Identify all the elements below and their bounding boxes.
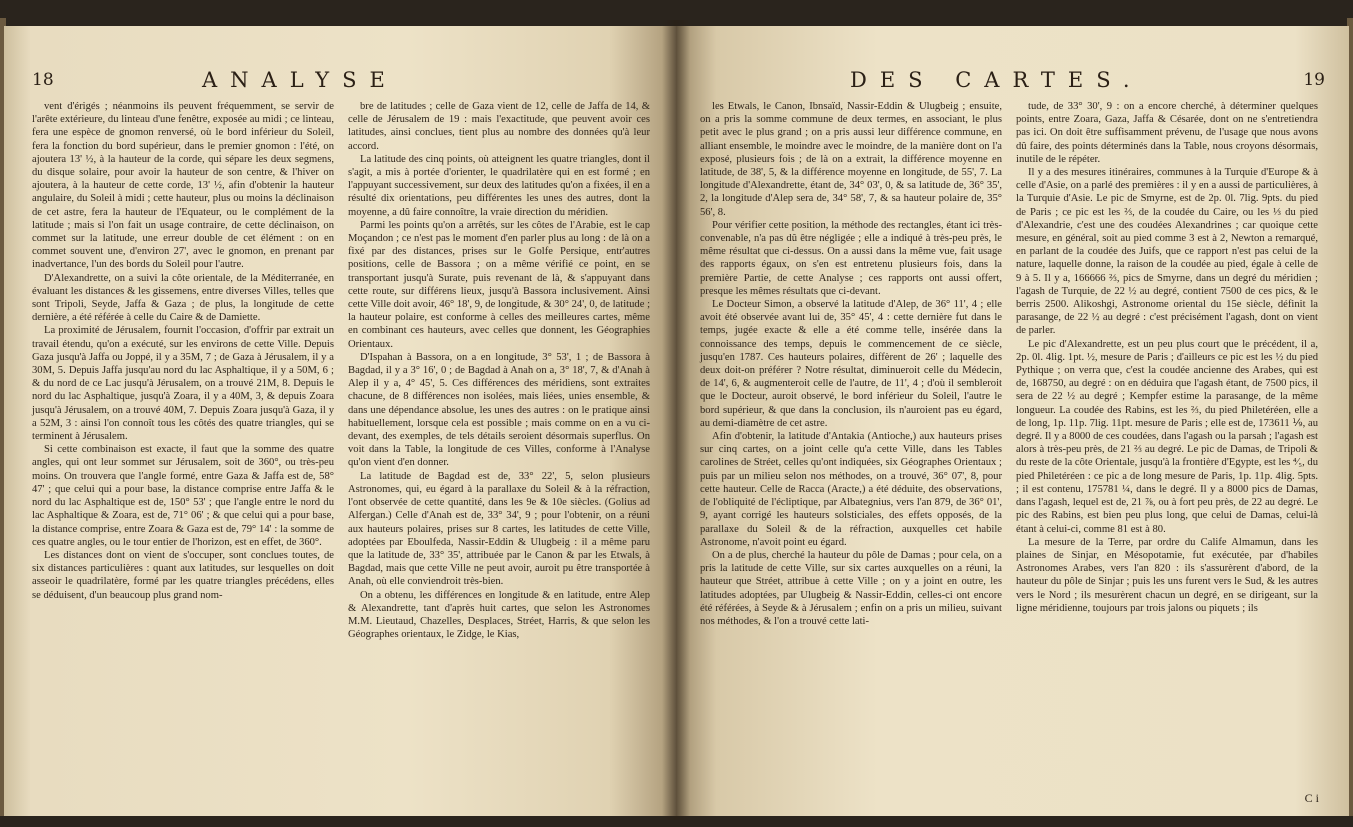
paragraph: Si cette combinaison est exacte, il faut que la somme des quatre angles, qui ont leur sommet sur Jérusalem, soit de 360°, ou très-peu moins. On trouvera que l'angle formé, entre Gaza & Jaffa est de, 58° 47' ; que celui qui a pour base, la distance comprise entre Jaffa & le nord du lac Asphaltique est de, 150° 53' ; que l'angle entre le nord du lac Asphaltique & Zoara, est de, 71° 06' ; & que celui qui a pour base, la distance comprise, entre Zoara & Gaza est de, 79° 14' : la somme de ces quatre angles, ou le tour entier de l'horizon, est en effet, de 360°. xyxy=(32,444,334,548)
book-gutter xyxy=(662,20,690,820)
paragraph: bre de latitudes ; celle de Gaza vient de 12, celle de Jaffa de 14, & celle de Jérusalem de 19 : mais l'exactitude, que peuvent avoir ces latitudes, ainsi conclues, tient plus au nombre des données qu'à leur accord. xyxy=(348,101,650,152)
left-page-number: 18 xyxy=(32,70,54,90)
left-running-head xyxy=(32,70,652,98)
paragraph: Les distances dont on vient de s'occuper, sont conclues toutes, de six distances particulières : quant aux latitudes, sur lesquelles on doit asseoir le quadrilatère, formé par les quatre triangles précédens, elles se déduisent, d'un beaucoup plus grand nom- xyxy=(32,549,334,601)
paragraph: La latitude de Bagdad est de, 33° 22', 5, selon plusieurs Astronomes, qui, eu égard à la parallaxe du Soleil & à la réfraction, l'ont observée de cette quantité, dans les 9e & 10e siècles. (Golius ad Alfergan.) Celle d'Anah est de, 33° 34', 9 ; pour l'obtenir, on a réuni aux hauteurs polaires, prises sur 8 cartes, les latitudes de cette Ville, adoptées par Eboulfeda, Nassir-Eddin & Ulugbeig : il a même paru que la latitude de, 33° 35', attribuée par le Canon & par les Etwals, à Bagdad, mais que cette Ville ne peut avoir, auroit pu être transportée à Anah, où elle conviendroit très-bien. xyxy=(348,470,650,588)
paragraph: les Etwals, le Canon, Ibnsaïd, Nassir-Eddin & Ulugbeig ; ensuite, on a pris la somme commune de deux termes, en associant, le plus petit avec le plus grand ; on a pris aussi leur différence commune, en alliant ensemble, le moindre avec le moindre, de la manière dont on l'a exposé, plusieurs fois ; de là on a extrait, la différence moyenne en latitude, de 38', 5, & la différence moyenne en longitude, de 55', 7. La longitude d'Alexandrette, étant de, 34° 03', 0, & sa latitude de, 36° 35', 2, la longitude d'Alep sera de, 34° 58', 7, & sa hauteur polaire de, 35° 56', 8. xyxy=(700,101,1002,218)
signature-mark: C i xyxy=(1304,791,1319,805)
right-running-head xyxy=(700,70,1325,98)
paragraph: La proximité de Jérusalem, fournit l'occasion, d'offrir par extrait un travail étendu, qu'on a exécuté, sur les environs de cette Ville. Depuis Gaza jusqu'à Jaffa ou Joppé, il y a 35M, 7 ; de Gaza à Jérusalem, il y a 30M, 5. Depuis Jaffa jusqu'au nord du lac Asphaltique, il y a 50M, 6 ; & du nord de ce Lac jusqu'à Jérusalem, on a trouvé 21M, 8. Depuis le nord du lac Asphaltique, jusqu'à Zoara, il y a 40M, 3, & depuis Zoara jusqu'à Jérusalem, on a trouvé 40M, 7. Depuis Zoara jusqu'à Gaza, il y a 52M, 3 : ainsi l'on connoît tous les côtés des quatre triangles, qui se terminent à Jérusalem. xyxy=(32,325,334,443)
paragraph: La latitude des cinq points, où atteignent les quatre triangles, dont il s'agit, a mis à portée d'orienter, le quadrilatère qui en est formé ; en l'appuyant successivement, sur deux des latitudes qu'on a fixées, il en a résulté dix orientations, peu différentes les unes des autres, dont la moyenne, a dû faire connoître, la vraie direction du méridien. xyxy=(348,153,650,218)
paragraph: Afin d'obtenir, la latitude d'Antakia (Antioche,) aux hauteurs prises sur cinq cartes, on a joint celle qu'a cette Ville, dans les Tables carolines de Stréet, celles qu'ont indiquées, six Géographes Orientaux ; puis par un milieu selon nos méthodes, on a trouvé, 36° 07', 8, pour cette hauteur. Celle de Racca (Aracte,) a été déduite, des observations, de l'obliquité de l'écliptique, par Albategnius, vers l'an 879, de 36° 01', 9, ayant corrigé les hauteurs solsticiales, des effets opposés, de la parallaxe du Soleil & de la réfraction, auxquelles cet habile Astronome, n'avoit point eu égard. xyxy=(700,431,1002,548)
paragraph: D'Alexandrette, on a suivi la côte orientale, de la Méditerranée, en évaluant les distances & les gissemens, entre diverses Villes, telles que sont Tripoli, Seyde, Jaffa & Gaza ; de plus, la longitude de cette dernière, a été référée à celle du Caire & de Damiette. xyxy=(32,272,334,324)
left-columns xyxy=(32,100,650,641)
paragraph: Le Docteur Simon, a observé la latitude d'Alep, de 36° 11', 4 ; elle avoit été observée avant lui de, 35° 45', 4 : cette dernière fut dans le temps, jugée exacte & elle a été comme telle, insérée dans la connoissance des temps, depuis le commencement de ce siècle, jusqu'en 1787. Ces hauteurs polaires, diffèrent de 26' ; laquelle des deux doit-on préférer ? Notre résultat, diminueroit celle du Médecin, de 14', 6, & augmenteroit celle de l'autre, de 11', 4 ; d'où il sembleroit que le Docteur, auroit observé, le bord inférieur du Soleil, l'autre le bord supérieur, & que dans la conclusion, ils n'auroient pas eu égard, au demi-diamètre de cet astre. xyxy=(700,299,1002,429)
left-column-2 xyxy=(348,100,650,641)
paragraph: vent d'érigés ; néanmoins ils peuvent fréquemment, se servir de l'arête extérieure, du linteau d'une fenêtre, exposée au midi ; ce linteau, fera une espèce de gnomon renversé, où le bord inférieur du Soleil, fera la fonction du bord supérieur, dans le premier gnomon : l'été, on ajoutera 13' ½, à la hauteur de la corde, qui sépare les deux segmens, du disque solaire, pour avoir la hauteur de son centre, & l'hiver on ajoutera, à la hauteur de cette corde, 13' ½, afin d'obtenir la hauteur angulaire, du Soleil à midi ; cette hauteur, plus ou moins la déclinaison de cet astre, fera la hauteur de l'Equateur, ou le complément de la latitude ; mais si l'on fait un usage contraire, de cette déclinaison, on commet sur la latitude, une erreur double de cet élément : on en commet souvent une, d'environ 27', avec le gnomon, en prenant par inadvertance, l'un des bords du Soleil pour l'autre. xyxy=(32,101,334,271)
paragraph: Parmi les points qu'on a arrêtés, sur les côtes de l'Arabie, est le cap Moçandon ; ce n'est pas le moment d'en parler plus au long : de là on a fixé par des distances, prises sur le Golfe Persique, entr'autres positions, celle de Bassora ; on a même vérifié ce point, en se transportant jusqu'à Surate, puis revenant de là, & s'appuyant dans cette route, sur différens lieux, jusqu'à Bassora inclusivement. Ainsi cette Ville doit avoir, 46° 18', 9, de longitude, & 30° 24', 0, de latitude ; la hauteur polaire, est conforme à celles des meilleures cartes, même en combinant ces hauteurs, avec celles que donnent, les Géographies Orientaux. xyxy=(348,219,651,350)
right-column-2 xyxy=(1016,100,1318,628)
paragraph: D'Ispahan à Bassora, on a en longitude, 3° 53', 1 ; de Bassora à Bagdad, il y a 3° 16', 0 ; de Bagdad à Anah on a, 3° 18', 7, & d'Anah à Alep il y a, 4° 45', 5. Ces différences des méridiens, sont extraites chacune, de 8 différences non isolées, mais liées, unies ensemble, & dans une dépendance absolue, les unes des autres : on le pratique ainsi habituellement, lorsque cela est possible ; mais comme on en a vu ci-devant, des exemples, de tels détails seroient désormais superflus. On voit dans la Table, la longitude de ces Villes, conforme à l'Analyse qu'on vient d'en donner. xyxy=(348,351,650,469)
paragraph: La mesure de la Terre, par ordre du Calife Almamun, dans les plaines de Sinjar, en Mésopotamie, fut exécutée, par d'habiles Astronomes Arabes, vers l'an 820 : ils s'assurèrent d'abord, de la hauteur du pôle de Sinjar ; puis les uns furent vers le Sud, & les autres vers le Nord ; ils mesurèrent chacun un degré, en se dirigeant, sur la ligne méridienne, toujours par trois jalons ou piquets ; ils xyxy=(1016,536,1318,614)
right-page-number: 19 xyxy=(1303,70,1325,90)
right-column-1 xyxy=(700,100,1002,628)
paragraph: Pour vérifier cette position, la méthode des rectangles, étant ici très-convenable, n'a pas dû être négligée ; elle a indiqué à très-peu près, le même résultat que ci-dessus. On a aussi dans la même vue, fait usage des rapports égaux, on s'en est entretenu plusieurs fois, dans la première Partie, de cette Analyse ; ces rapports ont aussi offert, presque les mêmes résultats que ci-devant. xyxy=(700,219,1002,297)
paragraph: Le pic d'Alexandrette, est un peu plus court que le précédent, il a, 2p. 0l. 4lig. 1pt. ½, mesure de Paris ; d'ailleurs ce pic est les ½ du pied Pythique ; on verra que, c'est la coudée ancienne des Arabes, qui est de, 168750, au degré : on en déduira que l'agash étant, de 7500 pics, il sera de 22 ½ au degré ; Kempfer estime la parasange, de la même longueur. La coudée des Rabins, est les ⅔, du pied Philetéréen, elle a de long, 1p. 11p. 7lig. 11pt. mesure de Paris ; elle est de, 173611 ⅑, au degré. Il y a 8000 de ces coudées, dans l'agash ou la parsah ; l'agash est alors à très-peu près, de 21 ⅔ au degré. Le pic de Damas, de Tripoli & du reste de la côte Orientale, jusqu'à la frontière d'Egypte, est les ⁴⁄₅, du pied Philetéréen : ce pic a de long mesure de Paris, 1p. 11p. 4lig. 5pts. ; il est contenu, 175781 ¼, dans le degré. Il y a 8000 pics de Damas, dans l'agash, lequel est de, 21 ⅞, ou à fort peu près, de 22 au degré. Le pic des Rabins, est bien peu plus long, que celui de Damas, celui-là étant à celui-ci, comme 81 est à 80. xyxy=(1016,338,1318,535)
right-running-title: DES CARTES. xyxy=(850,68,1143,92)
left-running-title: ANALYSE xyxy=(202,68,398,92)
paragraph: tude, de 33° 30', 9 : on a encore cherché, à déterminer quelques points, entre Zoara, Gaza, Jaffa & Césarée, dont on ne s'entretiendra pas ici. On doit être suffisamment prévenu, de l'usage que nous avons dû faire, des points déterminés dans la Table, nous croyons désormais, inutile de le répéter. xyxy=(1016,101,1318,165)
paragraph: On a obtenu, les différences en longitude & en latitude, entre Alep & Alexandrette, tant d'après huit cartes, que selon les Astronomes M.M. Lieutaud, Chazelles, Desplaces, Stréet, Harris, & que selon les Géographes orientaux, le Zidge, le Kias, xyxy=(348,589,650,641)
paragraph: On a de plus, cherché la hauteur du pôle de Damas ; pour cela, on a pris la latitude de cette Ville, sur six cartes auxquelles on a réuni, la hauteur que Stréet, attribue à cette Ville ; on y a joint en outre, les latitudes adoptées, par Ulugbeig & Nassir-Eddin, celles-ci ont encore été référées, à Seyde & à Jérusalem ; enfin on a pris un milieu, suivant nos méthodes, & l'on a trouvé cette lati- xyxy=(700,549,1002,627)
right-page xyxy=(676,26,1349,816)
left-page xyxy=(4,26,676,816)
right-columns xyxy=(700,100,1325,628)
left-column-1 xyxy=(32,100,334,641)
paragraph: Il y a des mesures itinéraires, communes à la Turquie d'Europe & à celle d'Asie, on a parlé des premières : il y en a aussi de particulières, à la Turquie d'Asie. Le pic de Smyrne, est de 2p. 0l. 7lig. 9pts. du pied de Paris ; ce pic est les ⅔, de la coudée du Caire, ou les ⅓ du pied d'Alexandrie, c'est une des coudées Alexandrines ; car quoique cette mesure, en général, soit au pied comme 3 est à 2, Newton a remarqué, en parlant de la coudée des Juifs, que ce rapport n'est pas celui de la nature, laquelle donne, la raison de la coudée au pied, égale à celle de 9 à 5. Il y a, 166666 ⅔, pics de Smyrne, dans un degré du méridien ; l'agash de Turquie, de 22 ½ au degré, contient 7500 de ces pics, & le berris 2500. Alikoshgi, Astronome oriental du 15e siècle, définit la parasange, de 22 ½ au degré : c'est précisément l'agash, dont on vient de parler. xyxy=(1016,167,1318,337)
